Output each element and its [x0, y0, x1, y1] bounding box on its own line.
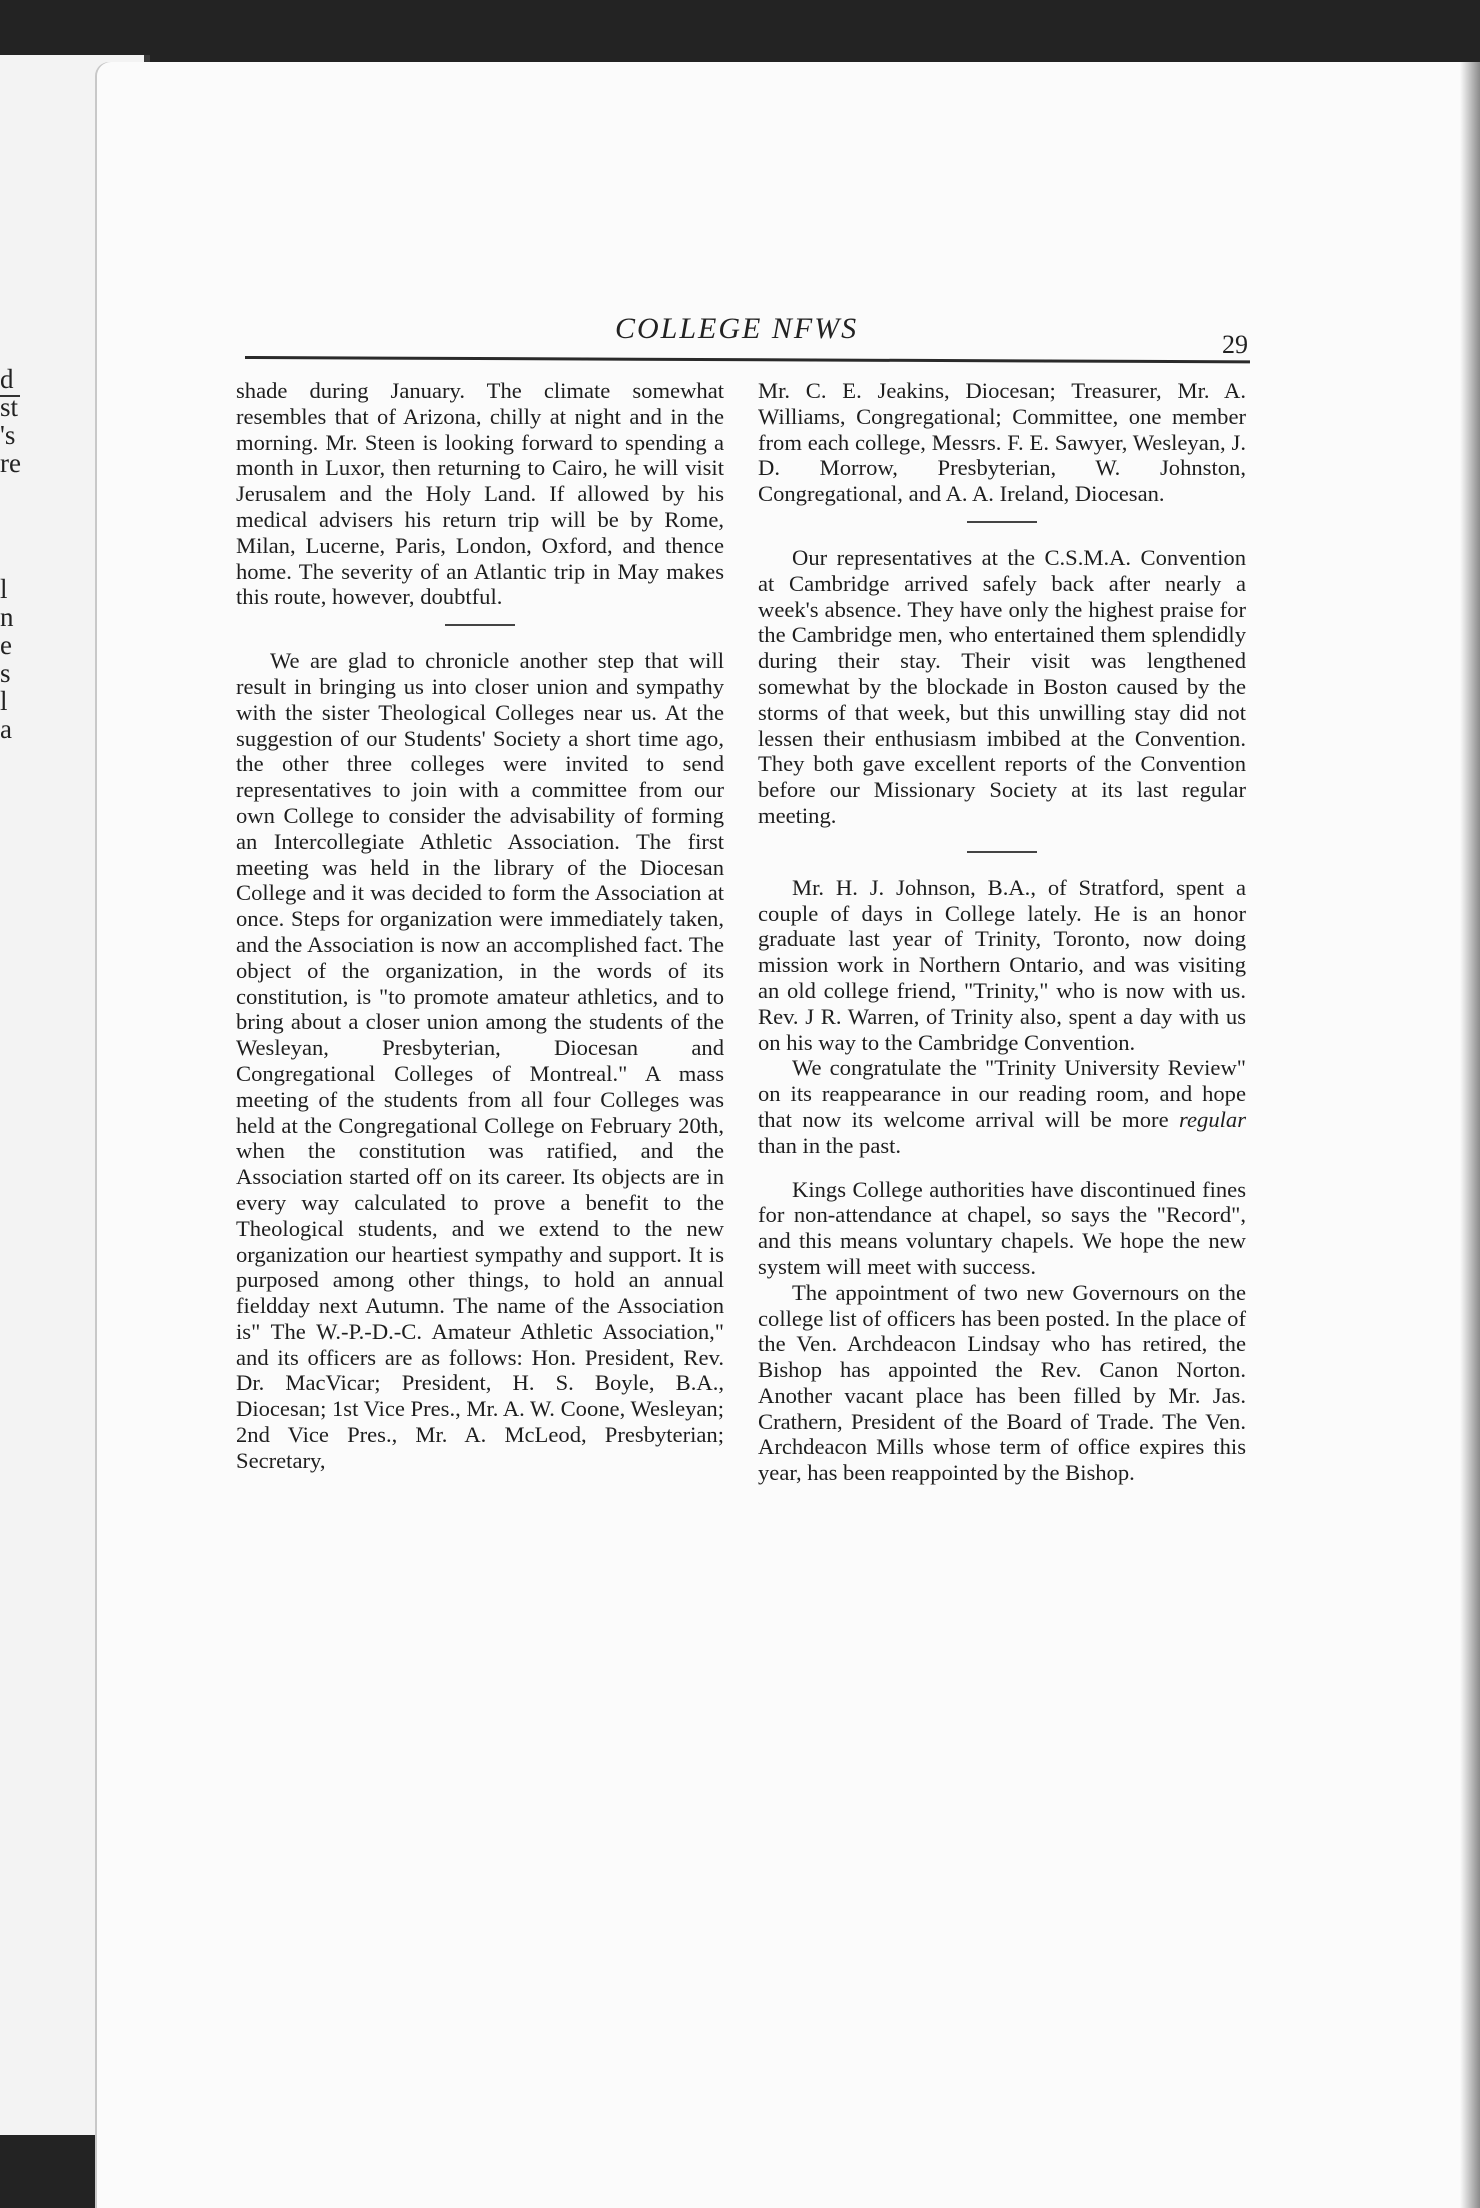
- facing-page-fragment: e: [0, 630, 12, 660]
- text-column-right: [758, 378, 1246, 1486]
- facing-page-fragment: n: [0, 602, 14, 632]
- facing-page-fragment: l: [0, 686, 8, 716]
- facing-page-fragment: a: [0, 714, 12, 744]
- paragraph: shade during January. The climate somewhat resembles that of Arizona, chilly at night and in the morning. Mr. Steen is looking forward to spending a month in Luxor, then returning to Cairo, he will visit Jerusalem and the Holy Land. If allowed by his medical advisers his return trip will be by Rome, Milan, Lucerne, Paris, London, Oxford, and thence home. The severity of an Atlantic trip in May makes this route, however, doubtful.: [236, 378, 724, 610]
- paragraph: Kings College authorities have discontinued fines for non-attendance at chapel, so says the "Record", and this means voluntary chapels. We hope the new system will meet with success.: [758, 1176, 1246, 1279]
- facing-page-fragment: re: [0, 448, 21, 478]
- section-separator: [967, 851, 1037, 853]
- facing-page-fragment: l: [0, 574, 8, 604]
- facing-page-fragment: s: [0, 658, 11, 688]
- paragraph-text: than in the past.: [758, 1132, 902, 1158]
- paragraph: Mr. H. J. Johnson, B.A., of Stratford, spent a couple of days in College lately. He is an honor graduate last year of Trinity, Toronto, now doing mission work in Northern Ontario, and was visiting an old college friend, "Trinity," who is now with us. Rev. J R. Warren, of Trinity also, spent a day with us on his way to the Cambridge Convention.: [758, 874, 1246, 1055]
- paragraph: The appointment of two new Governours on the college list of officers has been posted. In the place of the Ven. Archdeacon Lindsay who has retired, the Bishop has appointed the Rev. Canon Norton. Another vacant place has been filled by Mr. Jas. Crathern, President of the Board of Trade. The Ven. Archdeacon Mills whose term of office expires this year, has been reappointed by the Bishop.: [758, 1279, 1246, 1486]
- page-number: 29: [1222, 330, 1248, 359]
- facing-page-fragment: st: [0, 392, 19, 422]
- emphasis-text: regular: [1179, 1106, 1246, 1132]
- paragraph: Our representatives at the C.S.M.A. Convention at Cambridge arrived safely back after nearly a week's absence. They have only the highest praise for the Cambridge men, who entertained them splendidly during their stay. Their visit was lengthened somewhat by the blockade in Boston caused by the storms of that week, but this unwilling stay did not lessen their enthusiasm imbibed at the Convention. They both gave excellent reports of the Convention before our Missionary Society at its last regular meeting.: [758, 544, 1246, 828]
- section-separator: [967, 521, 1037, 523]
- page-edge-shadow: [1460, 62, 1480, 2208]
- paragraph-text: We congratulate the "Trinity University Review" on its reappearance in our reading room, and hope that now its welcome arrival will be more: [758, 1055, 1246, 1132]
- facing-page-fragment: d: [0, 364, 14, 394]
- running-header-title: COLLEGE NFWS: [615, 312, 859, 345]
- paragraph: Mr. C. E. Jeakins, Diocesan; Treasurer, Mr. A. Williams, Congregational; Committee, one member from each college, Messrs. F. E. Sawyer, Wesleyan, J. D. Morrow, Presbyterian, W. Johnston, Congregational, and A. A. Ireland, Diocesan.: [758, 378, 1246, 507]
- paragraph: We are glad to chronicle another step that will result in bringing us into closer union and sympathy with the sister Theological Colleges near us. At the suggestion of our Students' Society a short time ago, the other three colleges were invited to send representatives to join with a committee from our own College to consider the advisability of forming an Intercollegiate Athletic Association. The first meeting was held in the library of the Diocesan College and it was decided to form the Association at once. Steps for organization were immediately taken, and the Association is now an accomplished fact. The object of the organization, in the words of its constitution, is "to promote amateur athletics, and to bring about a closer union among the students of the Wesleyan, Presbyterian, Diocesan and Congregational Colleges of Montreal." A mass meeting of the students from all four Colleges was held at the Congregational College on February 20th, when the constitution was ratified, and the Association started off on its career. Its objects are in every way calculated to prove a benefit to the Theological students, and we extend to the new organization our heartiest sympathy and support. It is purposed among other things, to hold an annual fieldday next Autumn. The name of the Association is" The W.-P.-D.-C. Amateur Athletic Association," and its officers are as follows: Hon. President, Rev. Dr. MacVicar; President, H. S. Boyle, B.A., Diocesan; 1st Vice Pres., Mr. A. W. Coone, Wesleyan; 2nd Vice Pres., Mr. A. McLeod, Presbyterian; Secretary,: [236, 648, 724, 1473]
- facing-page-fragment: 's: [0, 420, 16, 450]
- section-separator: [445, 624, 515, 626]
- paragraph: [758, 1055, 1246, 1158]
- text-column-left: [236, 378, 724, 1474]
